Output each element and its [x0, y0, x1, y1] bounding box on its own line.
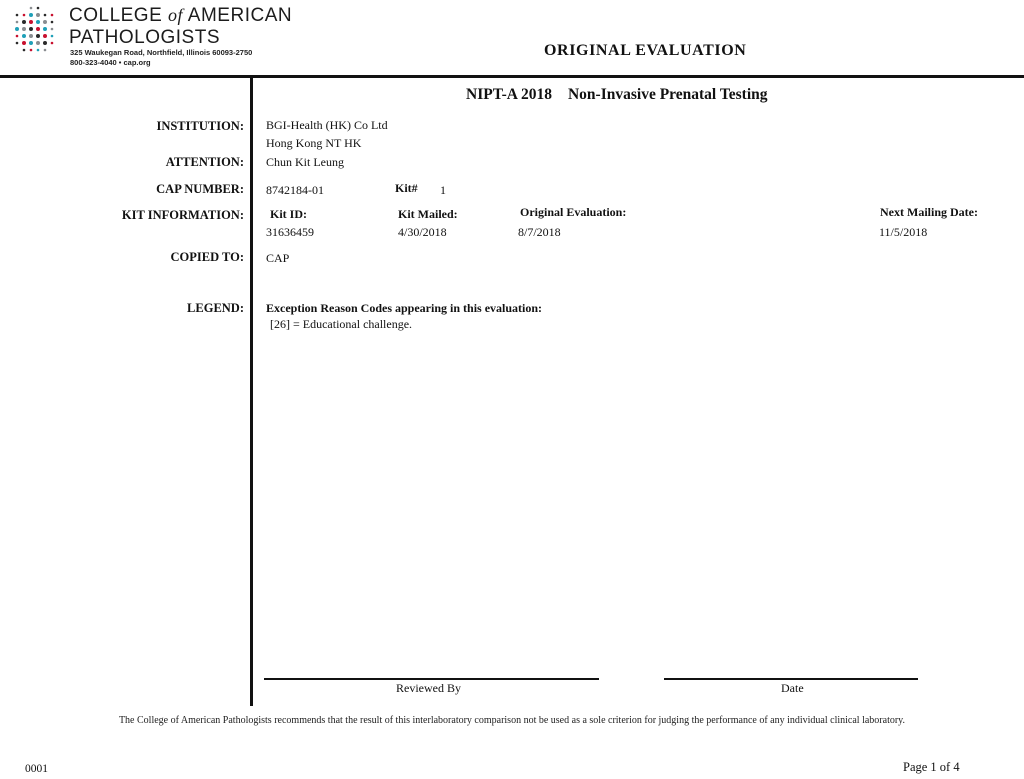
document-title: ORIGINAL EVALUATION: [544, 42, 747, 59]
reviewed-by-line: [264, 678, 599, 680]
institution-label: INSTITUTION:: [156, 119, 244, 133]
reviewed-by-label: Reviewed By: [396, 681, 461, 695]
original-evaluation-label: Original Evaluation:: [520, 205, 627, 219]
kit-id-value: 31636459: [266, 225, 314, 239]
kit-number-value: 1: [440, 183, 446, 197]
label-column-divider: [250, 78, 253, 706]
kit-mailed-label: Kit Mailed:: [398, 207, 458, 221]
cap-number-value: 8742184-01: [266, 183, 324, 197]
program-title: [466, 86, 768, 104]
copied-to-label: COPIED TO:: [170, 250, 244, 264]
date-label: Date: [781, 681, 804, 695]
date-line: [664, 678, 918, 680]
next-mailing-date-value: 11/5/2018: [879, 225, 928, 239]
legend-heading: Exception Reason Codes appearing in this evaluation:: [266, 301, 543, 315]
document-code: 0001: [25, 763, 48, 775]
attention-label: ATTENTION:: [165, 155, 244, 169]
header-rule: [0, 75, 1024, 78]
cap-logo-icon: [6, 4, 62, 56]
program-name: Non-Invasive Prenatal Testing: [567, 86, 768, 103]
org-name-line2: PATHOLOGISTS: [69, 27, 220, 48]
kit-information-label: KIT INFORMATION:: [121, 208, 244, 222]
copied-to-value: CAP: [266, 251, 290, 265]
org-name-line1: COLLEGE of AMERICAN: [69, 5, 293, 26]
kit-number-label: Kit#: [395, 181, 418, 195]
program-code: NIPT-A 2018: [466, 86, 552, 103]
kit-mailed-value: 4/30/2018: [398, 225, 447, 239]
org-contact: 800-323-4040 • cap.org: [70, 58, 151, 67]
footer-disclaimer: The College of American Pathologists recommends that the result of this interlaboratory comparison not be used as a sole criterion for judging the performance of any individual clinical laboratory.: [118, 715, 906, 726]
institution-line1: BGI-Health (HK) Co Ltd: [266, 118, 388, 132]
attention-value: Chun Kit Leung: [266, 155, 344, 169]
org-address: 325 Waukegan Road, Northfield, Illinois 60093-2750: [70, 48, 253, 57]
legend-item: [26] = Educational challenge.: [270, 317, 413, 331]
next-mailing-date-label: Next Mailing Date:: [880, 205, 978, 219]
page-number: Page 1 of 4: [903, 760, 960, 774]
institution-line2: Hong Kong NT HK: [266, 136, 362, 150]
original-evaluation-value: 8/7/2018: [518, 225, 561, 239]
kit-id-label: Kit ID:: [270, 207, 307, 221]
cap-number-label: CAP NUMBER:: [156, 182, 244, 196]
legend-label: LEGEND:: [187, 301, 244, 315]
